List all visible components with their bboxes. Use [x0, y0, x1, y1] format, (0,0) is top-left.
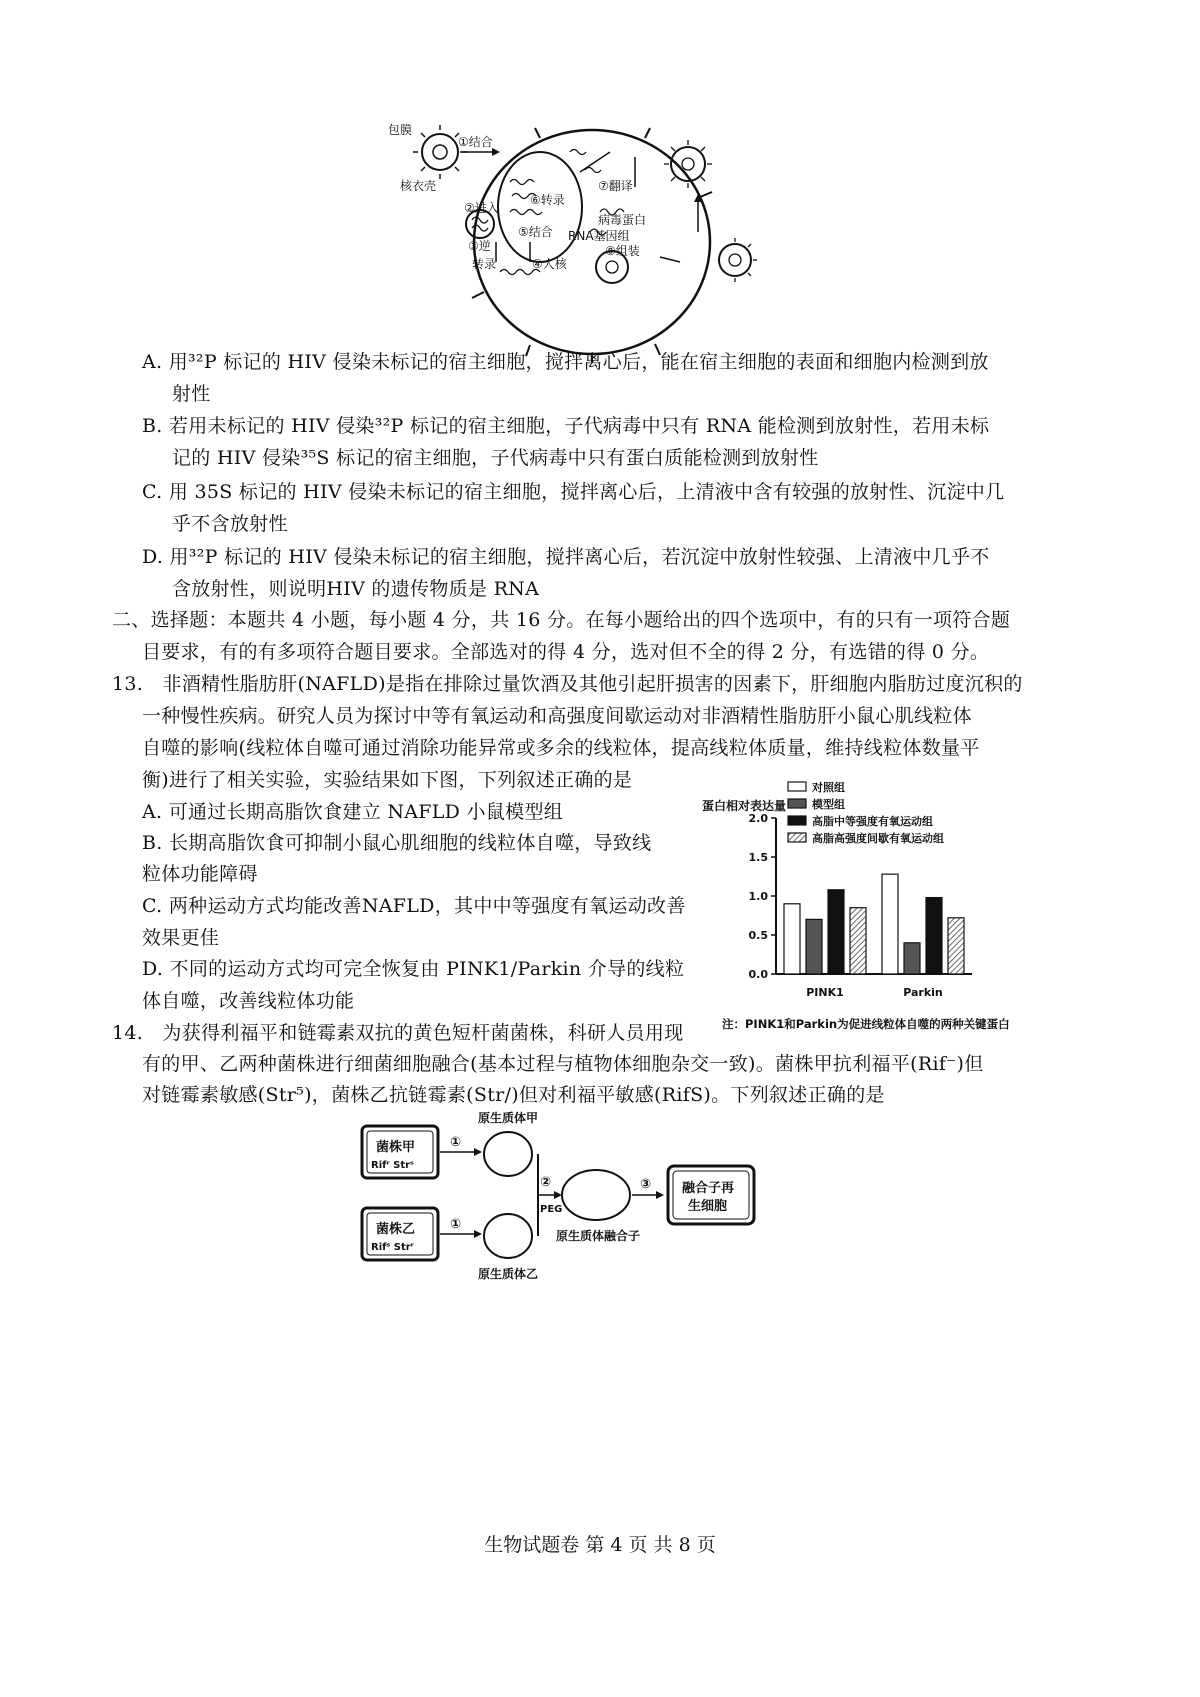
label-capsid: 核衣壳 [400, 179, 437, 193]
q13-option-c-line2: 效果更佳 [142, 927, 220, 949]
budding-virus [719, 238, 757, 282]
label-step7: ⑦翻译 [598, 179, 633, 193]
chart-legend [788, 780, 944, 845]
step1-label-b: ① [450, 1217, 462, 1232]
step2-label: ② [540, 1175, 552, 1190]
nucleus [498, 152, 582, 262]
strain-b-sub: Rifˢ Strʳ [371, 1242, 414, 1253]
protoplast-fusion-diagram [358, 1108, 758, 1288]
bar-pink1-series-0 [784, 904, 800, 974]
q13-option-c-line1: C. 两种运动方式均能改善NAFLD，其中中等强度有氧运动改善 [142, 895, 686, 917]
bar-parkin-series-3 [948, 918, 964, 974]
label-step1: ①结合 [458, 135, 493, 149]
released-virus [664, 140, 712, 188]
label-step5: ⑤结合 [518, 225, 553, 239]
label-step2: ②进入 [464, 201, 499, 215]
strain-b-title: 菌株乙 [376, 1222, 416, 1237]
label-step4: ④人核 [532, 257, 567, 271]
label-rna-genome: RNA基因组 [568, 229, 630, 243]
bar-pink1-series-3 [850, 908, 866, 974]
q12-option-a-line1: A. 用³²P 标记的 HIV 侵染未标记的宿主细胞，搅拌离心后，能在宿主细胞的表面和细胞内检测到放 [142, 351, 989, 373]
step1-label-a: ① [450, 1135, 462, 1150]
label-viral-protein: 病毒蛋白 [598, 213, 647, 227]
hiv-lifecycle-diagram [380, 112, 820, 362]
label-step3b: 转录 [472, 257, 497, 271]
legend-swatch [788, 782, 806, 791]
q14-stem-line2: 有的甲、乙两种菌株进行细菌细胞融合(基本过程与植物体细胞杂交一致)。菌株甲抗利福平(Rif⁻)但 [142, 1053, 984, 1075]
q13-stem-line1: 13. 非酒精性脂肪肝(NAFLD)是指在排除过量饮酒及其他引起肝损害的因素下，肝细胞内脂肪过度沉积的 [112, 673, 1023, 695]
label-step8: ⑧组装 [605, 244, 640, 258]
mitophagy-bar-chart [700, 776, 1030, 1036]
y-tick-label: 0.5 [748, 929, 768, 942]
q13-option-b-line2: 粒体功能障碍 [142, 863, 258, 885]
q12-option-c-line1: C. 用 35S 标记的 HIV 侵染未标记的宿主细胞，搅拌离心后，上清液中含有较强的放射性、沉淀中几 [142, 481, 1005, 503]
step3-label: ③ [640, 1177, 652, 1192]
bar-parkin-series-0 [882, 874, 898, 974]
incoming-virus [413, 125, 467, 179]
label-step3a: ③逆 [468, 239, 491, 253]
result-line2: 生细胞 [688, 1199, 728, 1214]
legend-label: 高脂中等强度有氧运动组 [812, 815, 933, 828]
bar-pink1-series-2 [828, 890, 844, 974]
legend-swatch [788, 799, 806, 808]
q13-option-d-line2: 体自噬，改善线粒体功能 [142, 990, 355, 1012]
chart-x-labels [806, 986, 943, 999]
q12-option-d-line1: D. 用³²P 标记的 HIV 侵染未标记的宿主细胞，搅拌离心后，若沉淀中放射性较强、上清液中几乎不 [142, 546, 990, 568]
legend-swatch [788, 816, 806, 825]
legend-label: 对照组 [812, 781, 845, 794]
q13-stem-line4: 衡)进行了相关实验，实验结果如下图，下列叙述正确的是 [142, 769, 633, 791]
strain-a-title: 菌株甲 [376, 1140, 416, 1155]
strain-a-sub: Rifʳ Strˢ [371, 1160, 414, 1171]
y-tick-label: 0.0 [748, 968, 768, 981]
y-tick-label: 1.0 [748, 890, 768, 903]
fused-label: 原生质体融合子 [556, 1229, 641, 1243]
q14-stem-line1: 14. 为获得利福平和链霉素双抗的黄色短杆菌菌株，科研人员用现 [112, 1022, 684, 1044]
peg-label: PEG [540, 1204, 563, 1215]
chart-ylabel: 蛋白相对表达量 [702, 799, 787, 813]
y-tick-label: 2.0 [748, 812, 768, 825]
section2-instructions-line2: 目要求，有的有多项符合题目要求。全部选对的得 4 分，选对但不全的得 2 分，有选错的得 0 分。 [142, 641, 990, 663]
q13-option-d-line1: D. 不同的运动方式均可完全恢复由 PINK1/Parkin 介导的线粒 [142, 958, 685, 980]
protoplast-b [484, 1214, 532, 1258]
protoplast-a-label: 原生质体甲 [478, 1111, 539, 1125]
bar-pink1-series-1 [806, 919, 822, 974]
legend-label: 高脂高强度间歇有氧运动组 [812, 832, 944, 845]
protoplast-a [484, 1132, 532, 1176]
q13-stem-line2: 一种慢性疾病。研究人员为探讨中等有氧运动和高强度间歇运动对非酒精性脂肪肝小鼠心肌线粒体 [142, 705, 972, 727]
q13-option-a: A. 可通过长期高脂饮食建立 NAFLD 小鼠模型组 [142, 801, 564, 823]
result-line1: 融合子再 [682, 1181, 735, 1196]
protoplast-b-label: 原生质体乙 [478, 1267, 539, 1281]
fused-protoplast [562, 1170, 630, 1220]
page-footer: 生物试题卷 第 4 页 共 8 页 [484, 1534, 716, 1556]
legend-label: 模型组 [812, 798, 845, 811]
q12-option-b-line1: B. 若用未标记的 HIV 侵染³²P 标记的宿主细胞，子代病毒中只有 RNA 能检测到放射性，若用未标 [142, 415, 990, 437]
legend-swatch [788, 833, 806, 842]
chart-note: 注：PINK1和Parkin为促进线粒体自噬的两种关键蛋白 [722, 1017, 1010, 1031]
label-envelope: 包膜 [388, 123, 413, 137]
x-tick-label: Parkin [903, 986, 943, 999]
chart-bars [784, 874, 964, 974]
q14-stem-line3: 对链霉素敏感(Str⁵)，菌株乙抗链霉素(Str/)但对利福平敏感(RifS)。下列叙述正确的是 [142, 1084, 885, 1106]
label-step6: ⑥转录 [530, 193, 565, 207]
bar-parkin-series-1 [904, 943, 920, 974]
bar-parkin-series-2 [926, 898, 942, 974]
x-tick-label: PINK1 [806, 986, 844, 999]
q12-option-c-line2: 乎不含放射性 [172, 513, 288, 535]
q13-stem-line3: 自噬的影响(线粒体自噬可通过消除功能异常或多余的线粒体，提高线粒体质量，维持线粒体数量平 [142, 737, 980, 759]
q12-option-b-line2: 记的 HIV 侵染³⁵S 标记的宿主细胞，子代病毒中只有蛋白质能检测到放射性 [172, 447, 819, 469]
section2-instructions-line1: 二、选择题：本题共 4 小题，每小题 4 分，共 16 分。在每小题给出的四个选项中，有的只有一项符合题 [112, 609, 1011, 631]
q12-option-a-line2: 射性 [172, 383, 211, 405]
q12-option-d-line2: 含放射性，则说明HIV 的遗传物质是 RNA [172, 578, 540, 600]
y-tick-label: 1.5 [748, 851, 768, 864]
q13-option-b-line1: B. 长期高脂饮食可抑制小鼠心肌细胞的线粒体自噬，导致线 [142, 832, 652, 854]
